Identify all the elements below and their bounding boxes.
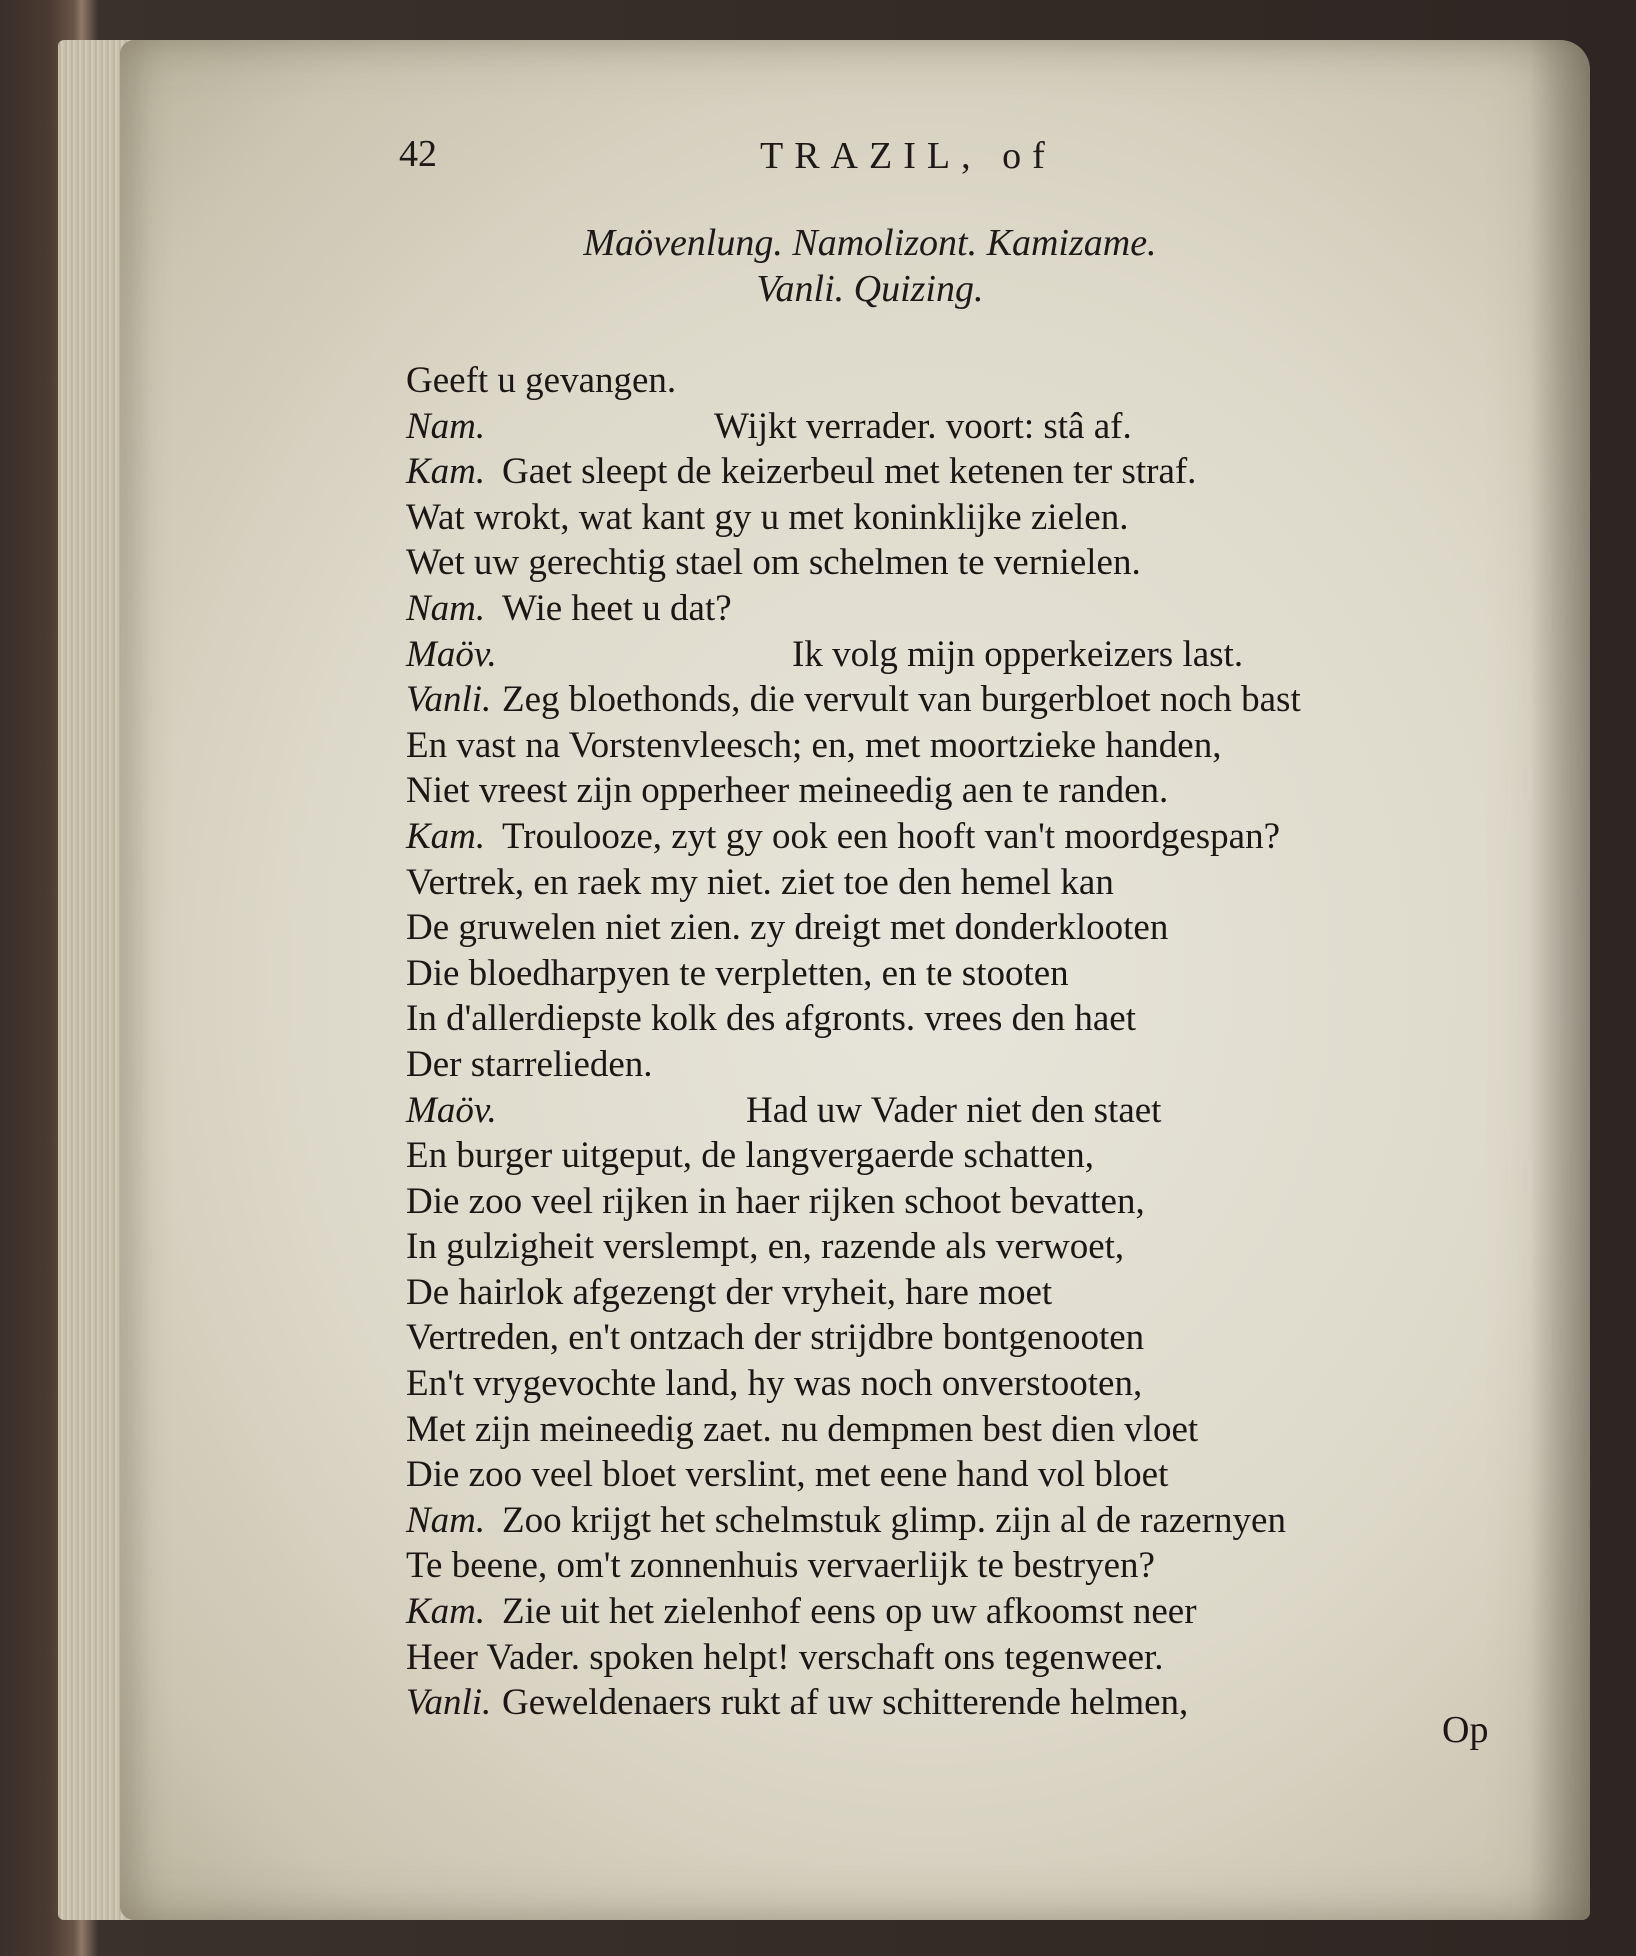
verse-text: En't vrygevochte land, hy was noch onverstooten, <box>406 1363 1143 1405</box>
verse-line <box>406 723 1576 769</box>
verse-text: Geweldenaers rukt af uw schitterende helmen, <box>502 1682 1189 1724</box>
verse-line <box>406 1452 1576 1498</box>
running-title: TRAZIL, of <box>760 135 1056 177</box>
verse-line <box>406 1224 1576 1270</box>
verse-line <box>406 1498 1576 1544</box>
verse-line <box>406 358 1576 404</box>
verse-text: Zoo krijgt het schelmstuk glimp. zijn al de razernyen <box>502 1499 1286 1541</box>
verse-line <box>406 540 1576 586</box>
verse-text: De gruwelen niet zien. zy dreigt met donderklooten <box>406 907 1169 949</box>
verse-text: Die bloedharpyen te verpletten, en te stooten <box>406 952 1069 994</box>
verse-line <box>406 1361 1576 1407</box>
verse-line <box>406 677 1576 723</box>
verse-line <box>406 1270 1576 1316</box>
verse-line <box>406 495 1576 541</box>
verse-line <box>406 1088 1576 1134</box>
speaker-name: Nam. <box>406 405 486 447</box>
verse-text: Wet uw gerechtig stael om schelmen te vernielen. <box>406 542 1141 584</box>
verse-line <box>406 996 1576 1042</box>
verse-text: Wat wrokt, wat kant gy u met koninklijke zielen. <box>406 496 1129 538</box>
verse-text: Gaet sleept de keizerbeul met ketenen ter straf. <box>502 451 1197 493</box>
verse-line <box>406 1179 1576 1225</box>
verse-line <box>406 586 1576 632</box>
verse-text: Zie uit het zielenhof eens op uw afkoomst neer <box>502 1591 1197 1633</box>
verse-text: De hairlok afgezengt der vryheit, hare moet <box>406 1271 1053 1313</box>
verse-text: En burger uitgeput, de langvergaerde schatten, <box>406 1135 1095 1177</box>
verse-line <box>406 1680 1576 1726</box>
verse-line <box>406 449 1576 495</box>
speaker-name: Nam. <box>406 1499 486 1541</box>
verse-text: Niet vreest zijn opperheer meineedig aen te randen. <box>406 770 1169 812</box>
verse-line <box>406 1407 1576 1453</box>
speaker-name: Nam. <box>406 587 486 629</box>
speaker-name: Maöv. <box>406 1089 497 1131</box>
verse-text: Geeft u gevangen. <box>406 360 677 401</box>
speaker-name: Kam. <box>406 815 486 857</box>
speaker-name: Kam. <box>406 1591 486 1633</box>
verse-line <box>406 905 1576 951</box>
verse-text: Der starrelieden. <box>406 1043 653 1085</box>
verse-text: Wijkt verrader. voort: stâ af. <box>714 405 1132 447</box>
verse-line <box>406 1635 1576 1681</box>
verse-text: Met zijn meineedig zaet. nu dempmen best dien vloet <box>406 1408 1199 1450</box>
verse-text: Heer Vader. spoken helpt! verschaft ons tegenweer. <box>406 1636 1164 1678</box>
verse-text: Vertrek, en raek my niet. ziet toe den hemel kan <box>406 861 1114 903</box>
verse-text: Die zoo veel bloet verslint, met eene hand vol bloet <box>406 1454 1169 1496</box>
page-header <box>120 40 1590 180</box>
verse-text: En vast na Vorstenvleesch; en, met moortzieke handen, <box>406 724 1222 766</box>
speaker-name: Vanli. <box>406 1682 492 1724</box>
verse-text: Zeg bloethonds, die vervult van burgerbloet noch bast <box>502 679 1301 721</box>
speakers-heading <box>320 220 1420 312</box>
verse-text: Troulooze, zyt gy ook een hooft van't moordgespan? <box>502 815 1281 857</box>
speaker-name: Kam. <box>406 451 486 493</box>
verse-line <box>406 1315 1576 1361</box>
speakers-line-1: Maövenlung. Namolizont. Kamizame. <box>583 222 1157 264</box>
verse-line <box>406 951 1576 997</box>
verse-line <box>406 860 1576 906</box>
verse-line <box>406 404 1576 450</box>
speakers-line-2: Vanli. Quizing. <box>756 268 984 310</box>
page-number: 42 <box>399 133 437 175</box>
verse-text: In gulzigheit verslempt, en, razende als verwoet, <box>406 1226 1125 1268</box>
speaker-name: Maöv. <box>406 633 497 675</box>
verse-line <box>406 814 1576 860</box>
verse-text: In d'allerdiepste kolk des afgronts. vrees den haet <box>406 998 1136 1040</box>
verse-line <box>406 768 1576 814</box>
verse-block <box>406 358 1576 1726</box>
verse-text: Te beene, om't zonnenhuis vervaerlijk te bestryen? <box>406 1545 1155 1587</box>
verse-text: Ik volg mijn opperkeizers last. <box>792 633 1244 675</box>
verse-text: Die zoo veel rijken in haer rijken schoot bevatten, <box>406 1180 1145 1222</box>
verse-line <box>406 1543 1576 1589</box>
verse-text: Vertreden, en't ontzach der strijdbre bontgenooten <box>406 1317 1145 1359</box>
verse-line <box>406 1589 1576 1635</box>
book-page <box>120 40 1590 1920</box>
verse-text: Had uw Vader niet den staet <box>746 1089 1162 1131</box>
speaker-name: Vanli. <box>406 679 492 721</box>
catchword: Op <box>1442 1709 1489 1751</box>
verse-line <box>406 1042 1576 1088</box>
verse-text: Wie heet u dat? <box>502 587 732 629</box>
verse-line <box>406 1133 1576 1179</box>
verse-line <box>406 632 1576 678</box>
